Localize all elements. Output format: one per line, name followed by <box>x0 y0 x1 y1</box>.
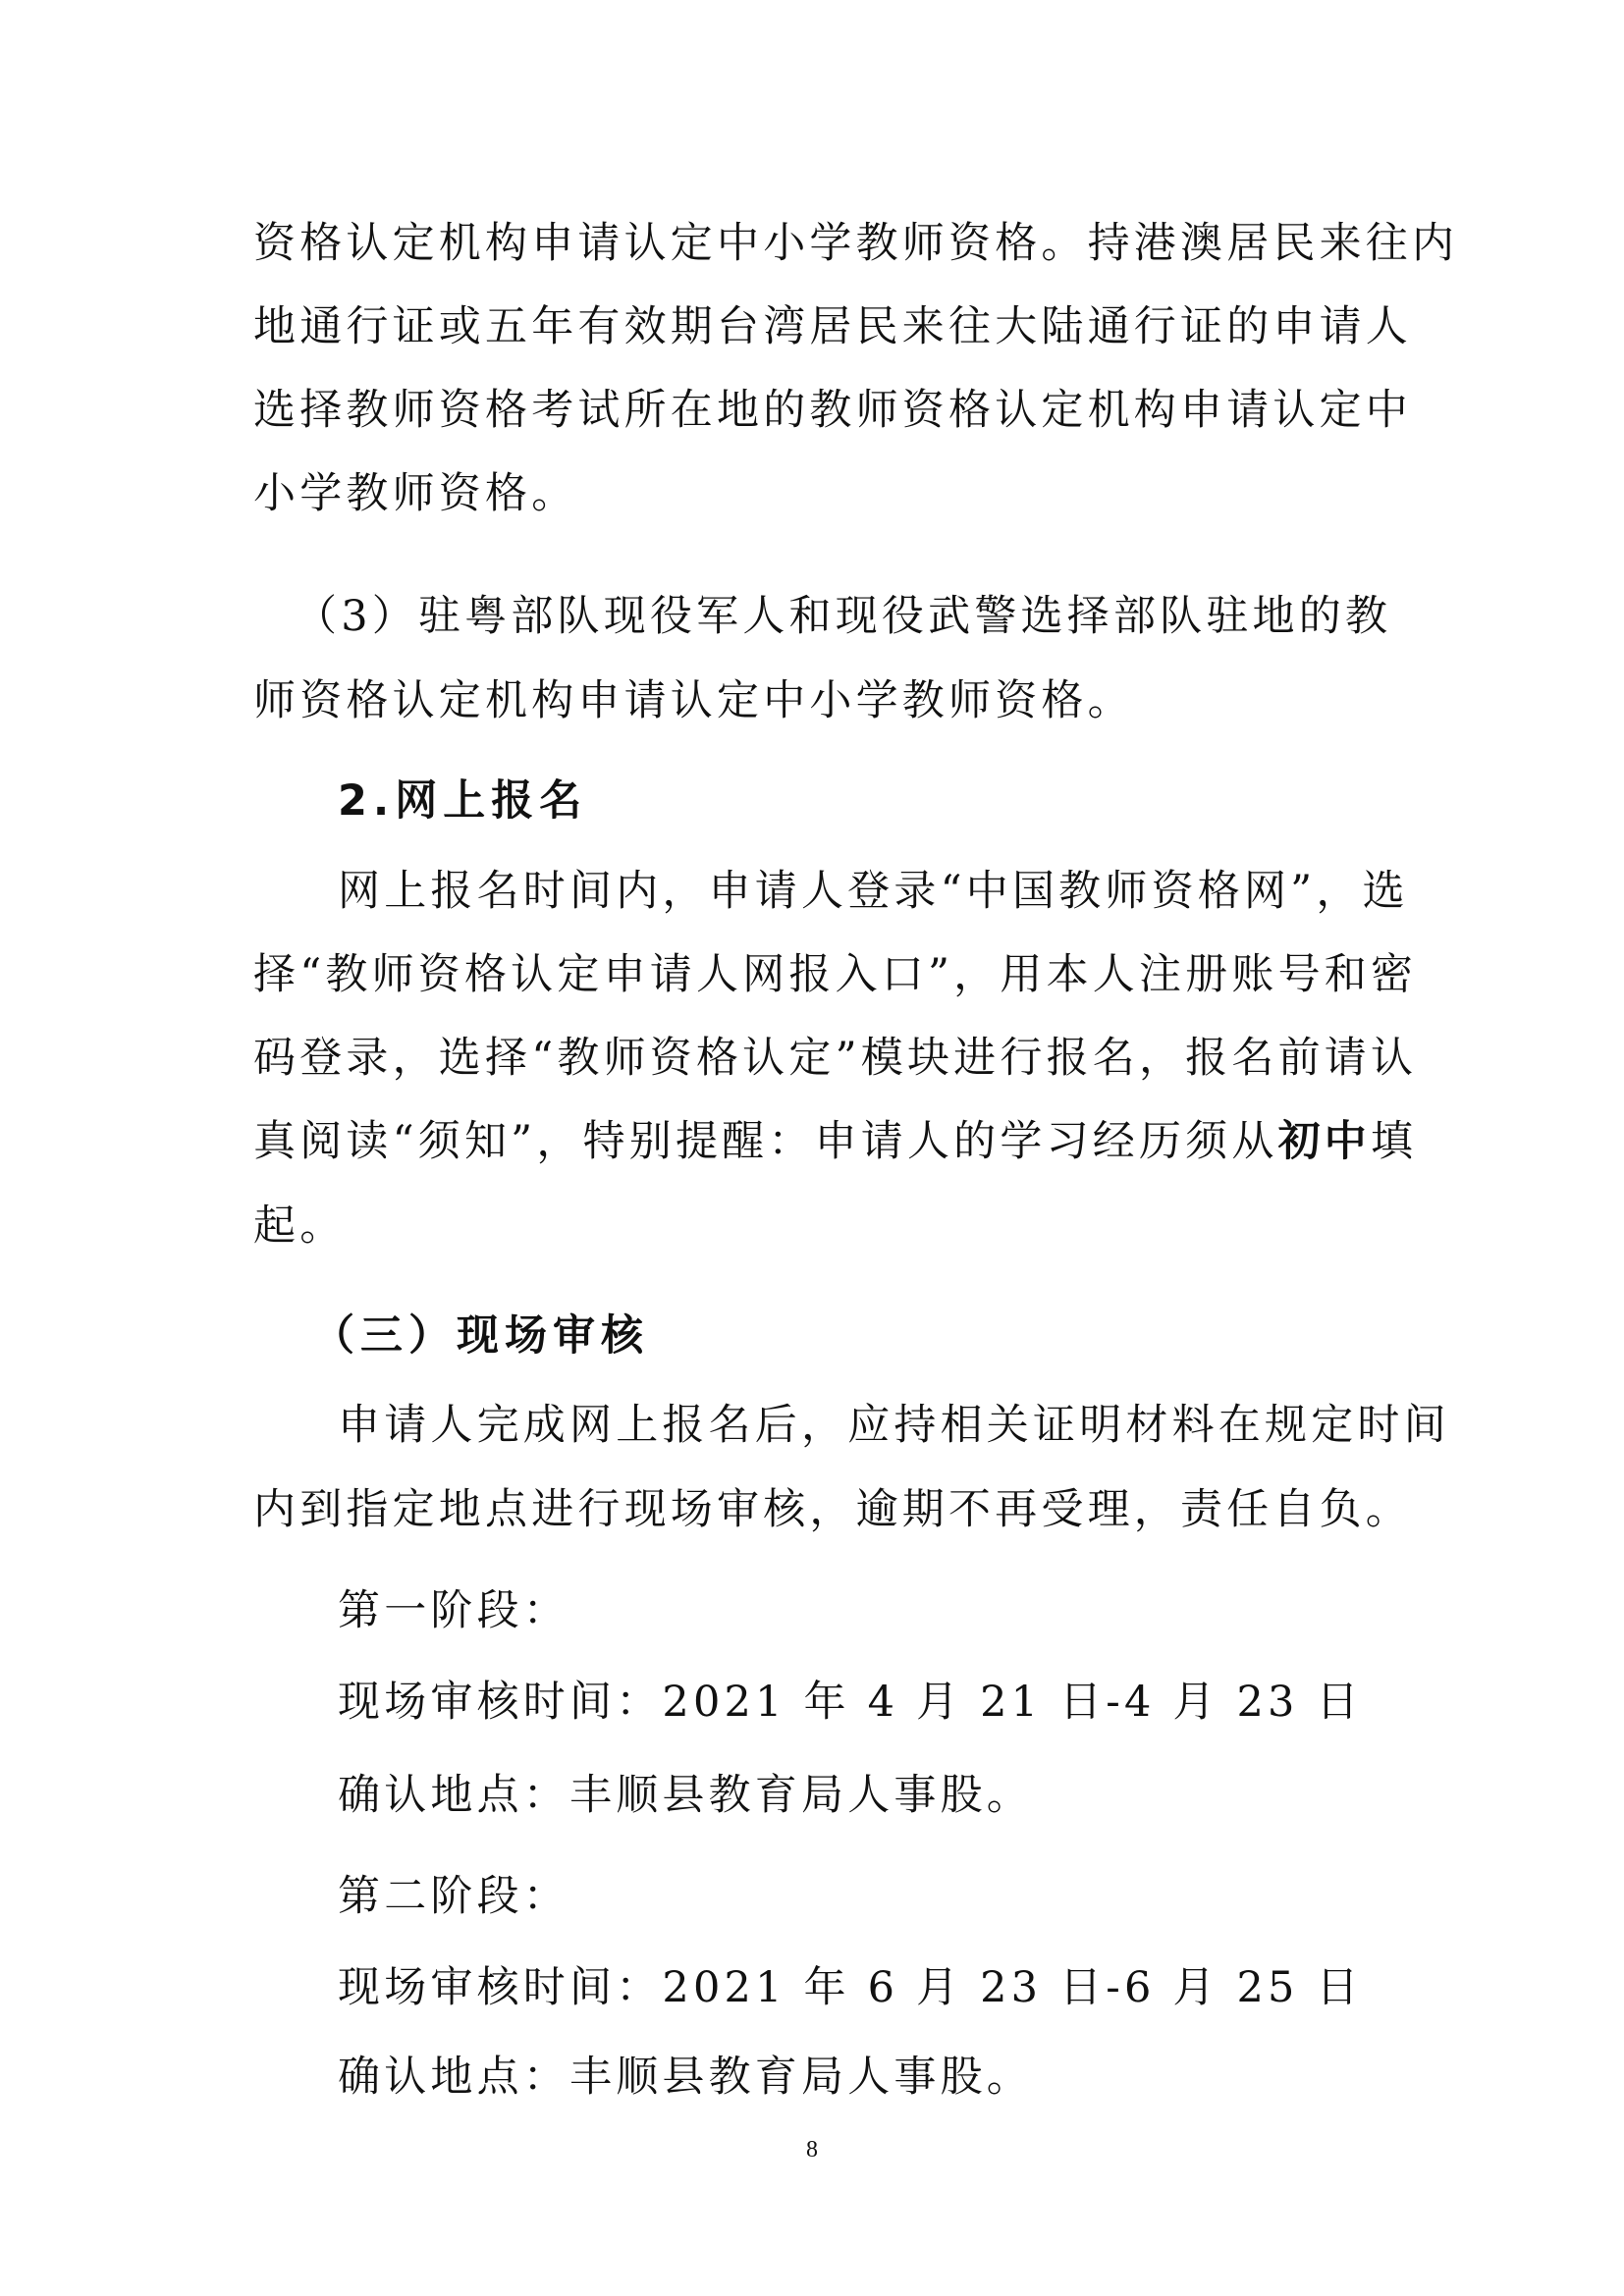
paragraph-line-11-end: 填 <box>1370 1117 1418 1166</box>
phase-one-label: 第一阶段： <box>338 1586 569 1635</box>
phase-one-location: 确认地点：丰顺县教育局人事股。 <box>338 1771 1033 1820</box>
paragraph-line-3: 选择教师资格考试所在地的教师资格认定机构申请认定中 <box>253 386 1412 435</box>
paragraph-line-11 <box>0 1112 1624 1171</box>
paragraph-line-14: 内到指定地点进行现场审核，逾期不再受理，责任自负。 <box>253 1485 1412 1534</box>
section-heading-online-registration: 2.网上报名 <box>338 776 588 826</box>
phase-two-time: 现场审核时间：2021 年 6 月 23 日-6 月 25 日 <box>338 1963 1363 2012</box>
highlight-text: 初中 <box>1277 1117 1371 1166</box>
paragraph-line-12: 起。 <box>253 1201 347 1251</box>
paragraph-line-9: 择“教师资格认定申请人网报入口”，用本人注册账号和密 <box>253 950 1418 999</box>
paragraph-line-2: 地通行证或五年有效期台湾居民来往大陆通行证的申请人 <box>253 302 1412 351</box>
paragraph-line-5: （3）驻粤部队现役军人和现役武警选择部队驻地的教 <box>295 592 1392 641</box>
paragraph-line-4: 小学教师资格。 <box>253 469 578 518</box>
paragraph-line-8: 网上报名时间内，申请人登录“中国教师资格网”，选 <box>338 867 1409 916</box>
section-heading-onsite-review: （三）现场审核 <box>312 1311 649 1361</box>
paragraph-line-1: 资格认定机构申请认定中小学教师资格。持港澳居民来往内 <box>253 219 1459 268</box>
phase-two-label: 第二阶段： <box>338 1872 569 1921</box>
paragraph-line-6: 师资格认定机构申请认定中小学教师资格。 <box>253 676 1134 725</box>
paragraph-line-11-text: 真阅读“须知”，特别提醒：申请人的学习经历须从 <box>253 1117 1278 1166</box>
phase-one-time: 现场审核时间：2021 年 4 月 21 日-4 月 23 日 <box>338 1678 1363 1727</box>
paragraph-line-10: 码登录，选择“教师资格认定”模块进行报名，报名前请认 <box>253 1034 1418 1083</box>
phase-two-location: 确认地点：丰顺县教育局人事股。 <box>338 2053 1033 2102</box>
page-number: 8 <box>806 2137 818 2163</box>
paragraph-line-13: 申请人完成网上报名后，应持相关证明材料在规定时间 <box>338 1401 1450 1450</box>
